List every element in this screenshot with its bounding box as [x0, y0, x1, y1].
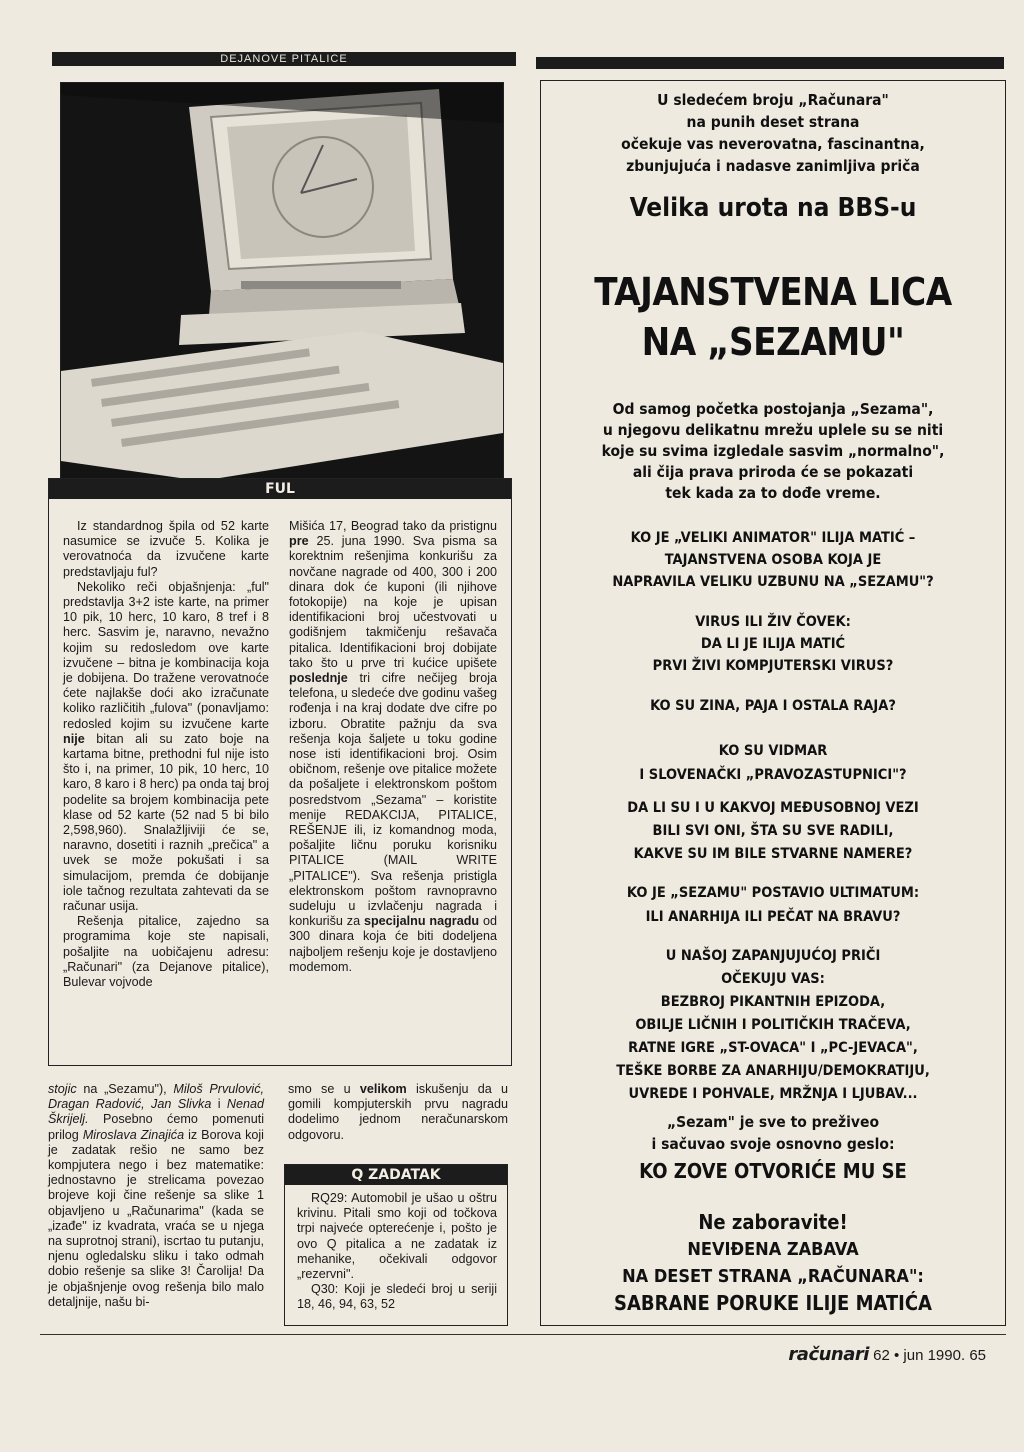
- q-item: RQ29: Automobil je ušao u oštru krivinu. Pitali smo koji od točkova trpi najveće opterećenje i, pošto je ovo Q pitalica a ne zadatak iz mehanike, očekivali odgovor „rezervni".: [297, 1191, 497, 1282]
- q-box-title: Q ZADATAK: [285, 1165, 507, 1185]
- ad-question-5: DA LI SU I U KAKVOJ MEĐUSOBNOJ VEZI BILI SVI ONI, ŠTA SU SVE RADILI, KAKVE SU IM BILE STVARNE NAMERE?: [627, 800, 919, 862]
- right-header-bar: [536, 57, 1004, 69]
- computer-photo: [60, 82, 504, 482]
- q-item: Q30: Koji je sledeći broj u seriji 18, 46, 94, 63, 52: [297, 1282, 497, 1312]
- lower-left-column: stojic na „Sezamu"), Miloš Prvulović, Dragan Radović, Jan Slivka i Nenad Škrijelj. Posebno ćemo pomenuti prilog Miroslava Zinajića iz Borova koji je zadatak rešio ne samo bez kompjutera nego i bez matematike: jednostavno je strelicama povezao brojeve koji čine rešenje sa slike 1 objavljeno u „Računarima" (kada se „izađe" iz kvadrata, vraća se u njega na suprotnoj strani), iscrtao tu putanju, njenu ogledalsku sliku i tako odmah dobio rešenje sa slike 3! Čarolija! Da je objašnjenje ovog rešenja bilo malo detaljnije, našu bi-: [48, 1082, 264, 1309]
- page-number: 65: [969, 1347, 986, 1364]
- ad-question-6: KO JE „SEZAMU" POSTAVIO ULTIMATUM: ILI ANARHIJA ILI PEČAT NA BRAVU?: [626, 885, 920, 925]
- emphasis-pre: pre: [289, 534, 309, 549]
- ad-box: [540, 80, 1006, 1326]
- ad-motto: KO ZOVE OTVORIĆE MU SE: [639, 1159, 907, 1183]
- page-footer: [788, 1344, 986, 1365]
- magazine-logo: računari: [788, 1344, 869, 1365]
- q-zadatak-box: [284, 1164, 508, 1326]
- ful-column-1: [63, 519, 269, 990]
- computer-illustration: [61, 83, 503, 481]
- bottom-rule: [40, 1334, 1006, 1335]
- ful-paragraph: Iz standardnog špila od 52 karte nasumice se izvuče 5. Kolika je verovatnoća da izvučene karte predstavljaju ful?: [63, 519, 269, 579]
- ful-column-2: [289, 519, 497, 975]
- emphasis-poslednje: poslednje: [289, 671, 348, 686]
- ful-paragraph: Rešenja pitalice, zajedno sa programima koje ste napisali, pošaljite na uobičajenu adresu: „Računari" (za Dejanove pitalice), Bulevar vojvode: [63, 914, 269, 990]
- section-header-bar: [52, 52, 516, 66]
- ad-question-2: VIRUS ILI ŽIV ČOVEK: DA LI JE ILIJA MATIĆ PRVI ŽIVI KOMPJUTERSKI VIRUS?: [652, 614, 894, 674]
- ad-question-3: KO SU ZINA, PAJA I OSTALA RAJA?: [650, 698, 896, 714]
- ad-intro: U sledećem broju „Računara" na punih deset strana očekuje vas neverovatna, fascinantna, zbunjujuća i nadasve zanimljiva priča: [621, 91, 925, 175]
- ad-kicker: Velika urota na BBS-u: [629, 193, 917, 223]
- emphasis-specijalnu-nagradu: specijalnu nagradu: [363, 914, 480, 929]
- ful-paragraph: Mišića 17, Beograd tako da pristignu pre 25. juna 1990. Sva pisma sa korektnim rešenjima konkurišu za novčane nagrade od 400, 300 i 200 dinara dok će kuponi (ili njihove fotokopije) na koje je upisan identifikacioni broj učestvovati u godišnjem takmičenju rešavača pitalica. Identifikacioni broj dobijate tako što u prve tri kućice upišete poslednje tri cifre nečijeg broja telefona, u sledeće dve godinu vašeg rođenja i na kraj dodate dve cifre po izboru. Obratite pažnju da sva rešenja koja šaljete u toku godine nose isti identifikacioni broj. Osim običnom, rešenje ove pitalice možete da pošaljete i elektronskom poštom posredstvom „Sezama" – koristite menije REDAKCIJA, PITALICE, REŠENJE ili, iz komandnog moda, pošaljite ličnu poruku korisniku PITALICE (MAIL WRITE „PITALICE"). Sva rešenja pristigla elektronskom poštom ravnopravno sudeluju u izvlačenju nagrada i konkurišu za specijalnu nagradu od 300 dinara koja će biti dodeljena najboljem rešenju koje je dostavljeno modemom.: [289, 519, 498, 974]
- ad-question-4: KO SU VIDMAR I SLOVENAČKI „PRAVOZASTUPNICI"?: [639, 743, 907, 783]
- ad-question-1: KO JE „VELIKI ANIMATOR" ILIJA MATIĆ – TAJANSTVENA OSOBA KOJA JE NAPRAVILA VELIKU UZBUNU NA „SEZAMU"?: [612, 530, 934, 590]
- ful-paragraph: Nekoliko reči objašnjenja: „ful" predstavlja 3+2 iste karte, na primer 10 pik, 10 herc, 10 karo, 8 tref i 8 herc. Sasvim je, naravno, nevažno kojim su redosledom ove karte izvučene – bitna je kombinacija koja je dobijena. Do tražene verovatnoće ćete najlakše doći ako izračunate koliko različitih „fulova" (ponavljamo: redosled kojim su izvučene karte nije bitan ali su zato boje na kartama bitne, prethodni ful nije isto što i, na primer, 10 pik, 10 herc, 10 karo, 8 karo i 8 herc) pa onda taj broj podelite sa brojem kombinacija pete klase od 52 karte (52 nad 5 bi bilo 2,598,960). Snalažljiviji će se, naravno, dosetiti i raznih „prečica" a uvek se može pokušati i sa simulacijom, premda će dobijanje iole tačnog rezultata zahtevati da se računar usija.: [63, 579, 269, 914]
- ad-closing: Ne zaboravite! NEVIĐENA ZABAVA NA DESET STRANA „RAČUNARA": SABRANE PORUKE ILIJE MATIĆA: [614, 1210, 932, 1315]
- footer-bullet: •: [893, 1347, 900, 1364]
- emphasis-velikom: velikom: [359, 1082, 407, 1096]
- section-title: DEJANOVE PITALICE: [220, 53, 348, 65]
- emphasis-nije: nije: [63, 731, 85, 746]
- ad-lead: Od samog početka postojanja „Sezama", u njegovu delikatnu mrežu uplele su se niti koje su svima izgledale sasvim „normalno", ali čija prava priroda će se pokazati tek kada za to dođe vreme.: [601, 400, 945, 502]
- ad-headline: TAJANSTVENA LICA NA „SEZAMU": [594, 270, 952, 364]
- ful-puzzle-box: [48, 478, 512, 1066]
- ful-box-title: FUL: [49, 479, 511, 499]
- issue-date: jun 1990.: [903, 1347, 966, 1364]
- ad-motto-intro: „Sezam" je sve to preživeo i sačuvao svoje osnovno geslo:: [651, 1113, 895, 1153]
- ad-list: U NAŠOJ ZAPANJUJUĆOJ PRIČI OČEKUJU VAS: BEZBROJ PIKANTNIH EPIZODA, OBILJE LIČNIH I POLITIČKIH TRAČEVA, RATNE IGRE „ST-OVACA" I „PC-JEVACA", TEŠKE BORBE ZA ANARHIJU/DEMOKRATIJU, UVREDE I POHVALE, MRŽNJA I LJUBAV...: [616, 948, 930, 1102]
- issue-number: 62: [873, 1347, 890, 1364]
- lower-mid-column: smo se u velikom iskušenju da u gomili kompjuterskih prvu nagradu dodelimo jednom neračunarskom odgovoru.: [288, 1082, 509, 1142]
